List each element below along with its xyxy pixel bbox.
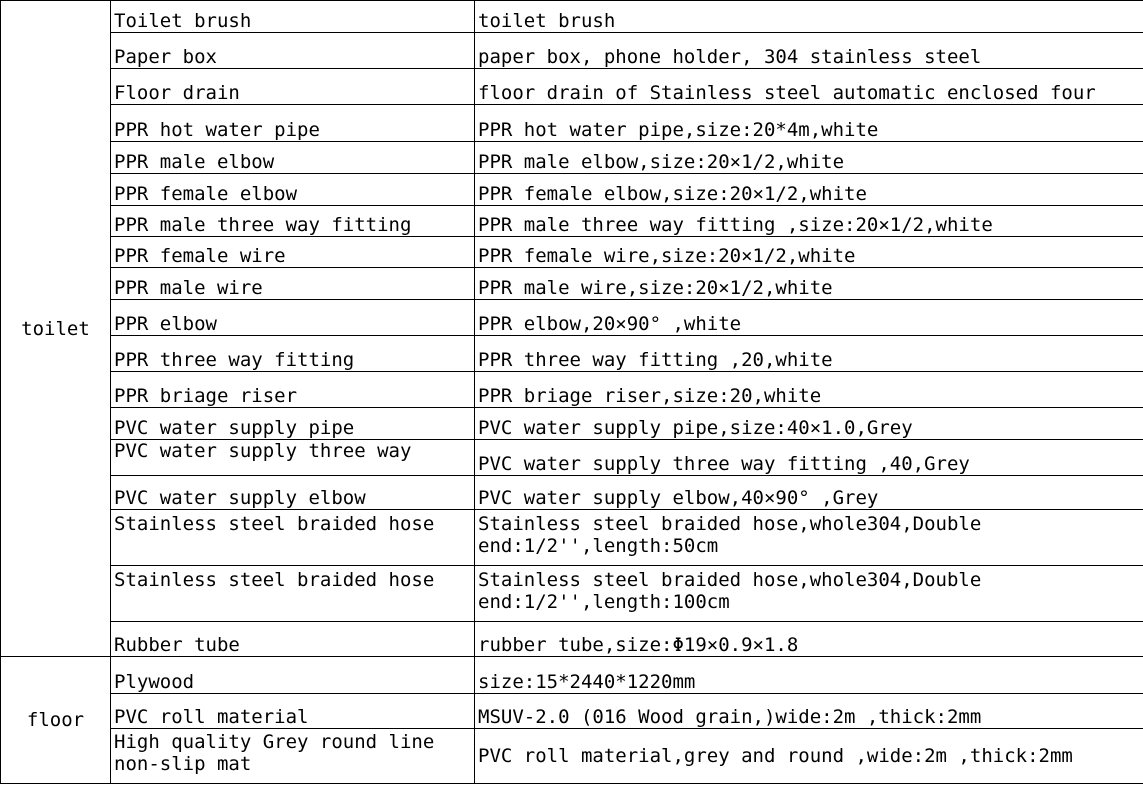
item-description: PPR hot water pipe,size:20*4m,white <box>475 105 1143 142</box>
item-description: PPR briage riser,size:20,white <box>475 372 1143 408</box>
item-name: PPR male elbow <box>111 142 475 174</box>
item-name: PPR elbow <box>111 300 475 336</box>
item-name: PVC roll material <box>111 694 475 729</box>
category-cell-floor: floor <box>1 657 111 784</box>
item-description: PPR male three way fitting ,size:20×1/2,white <box>475 206 1143 237</box>
item-name: PPR male wire <box>111 268 475 300</box>
item-name: PPR briage riser <box>111 372 475 408</box>
table-row <box>1 174 1143 206</box>
item-name: PVC water supply pipe <box>111 408 475 440</box>
item-name: Plywood <box>111 657 475 694</box>
item-description: PPR male elbow,size:20×1/2,white <box>475 142 1143 174</box>
item-description: PPR three way fitting ,20,white <box>475 336 1143 372</box>
item-description: rubber tube,size:Φ19×0.9×1.8 <box>475 622 1143 657</box>
table-row <box>1 105 1143 142</box>
item-name: Paper box <box>111 33 475 69</box>
table-row <box>1 622 1143 657</box>
item-name: Stainless steel braided hose <box>111 510 475 566</box>
table-row <box>1 206 1143 237</box>
table-row <box>1 268 1143 300</box>
item-name: High quality Grey round line non-slip mat <box>111 729 475 784</box>
item-description: toilet brush <box>475 1 1143 33</box>
item-name: Stainless steel braided hose <box>111 566 475 622</box>
table-row <box>1 566 1143 622</box>
category-cell-toilet: toilet <box>1 1 111 657</box>
table-row <box>1 33 1143 69</box>
item-description: PPR elbow,20×90° ,white <box>475 300 1143 336</box>
item-description: Stainless steel braided hose,whole304,Double end:1/2'',length:50cm <box>475 510 1143 566</box>
table-row <box>1 657 1143 694</box>
table-row <box>1 408 1143 440</box>
item-description: size:15*2440*1220mm <box>475 657 1143 694</box>
item-name: PPR three way fitting <box>111 336 475 372</box>
item-description: MSUV-2.0 (016 Wood grain,)wide:2m ,thick:2mm <box>475 694 1143 729</box>
table-row <box>1 1 1143 33</box>
table-row <box>1 69 1143 105</box>
table-row <box>1 142 1143 174</box>
item-description: PVC water supply pipe,size:40×1.0,Grey <box>475 408 1143 440</box>
item-name: PVC water supply elbow <box>111 476 475 510</box>
item-description: PVC water supply three way fitting ,40,Grey <box>475 440 1143 476</box>
item-description: floor drain of Stainless steel automatic enclosed four <box>475 69 1143 105</box>
item-name: PPR female wire <box>111 237 475 268</box>
item-description: Stainless steel braided hose,whole304,Double end:1/2'',length:100cm <box>475 566 1143 622</box>
table-row <box>1 440 1143 476</box>
table-row <box>1 336 1143 372</box>
table-row <box>1 237 1143 268</box>
table-row <box>1 372 1143 408</box>
table-row <box>1 476 1143 510</box>
item-description: PVC roll material,grey and round ,wide:2m ,thick:2mm <box>475 729 1143 784</box>
table-row <box>1 300 1143 336</box>
table-row <box>1 510 1143 566</box>
table-row <box>1 694 1143 729</box>
item-name: Floor drain <box>111 69 475 105</box>
item-name: Rubber tube <box>111 622 475 657</box>
item-description: PPR female wire,size:20×1/2,white <box>475 237 1143 268</box>
item-name: PPR male three way fitting <box>111 206 475 237</box>
item-description: paper box, phone holder, 304 stainless steel <box>475 33 1143 69</box>
item-description: PVC water supply elbow,40×90° ,Grey <box>475 476 1143 510</box>
item-name: PPR hot water pipe <box>111 105 475 142</box>
item-name: Toilet brush <box>111 1 475 33</box>
item-name: PVC water supply three way <box>111 440 475 476</box>
table-row <box>1 729 1143 784</box>
item-description: PPR male wire,size:20×1/2,white <box>475 268 1143 300</box>
item-name: PPR female elbow <box>111 174 475 206</box>
item-description: PPR female elbow,size:20×1/2,white <box>475 174 1143 206</box>
